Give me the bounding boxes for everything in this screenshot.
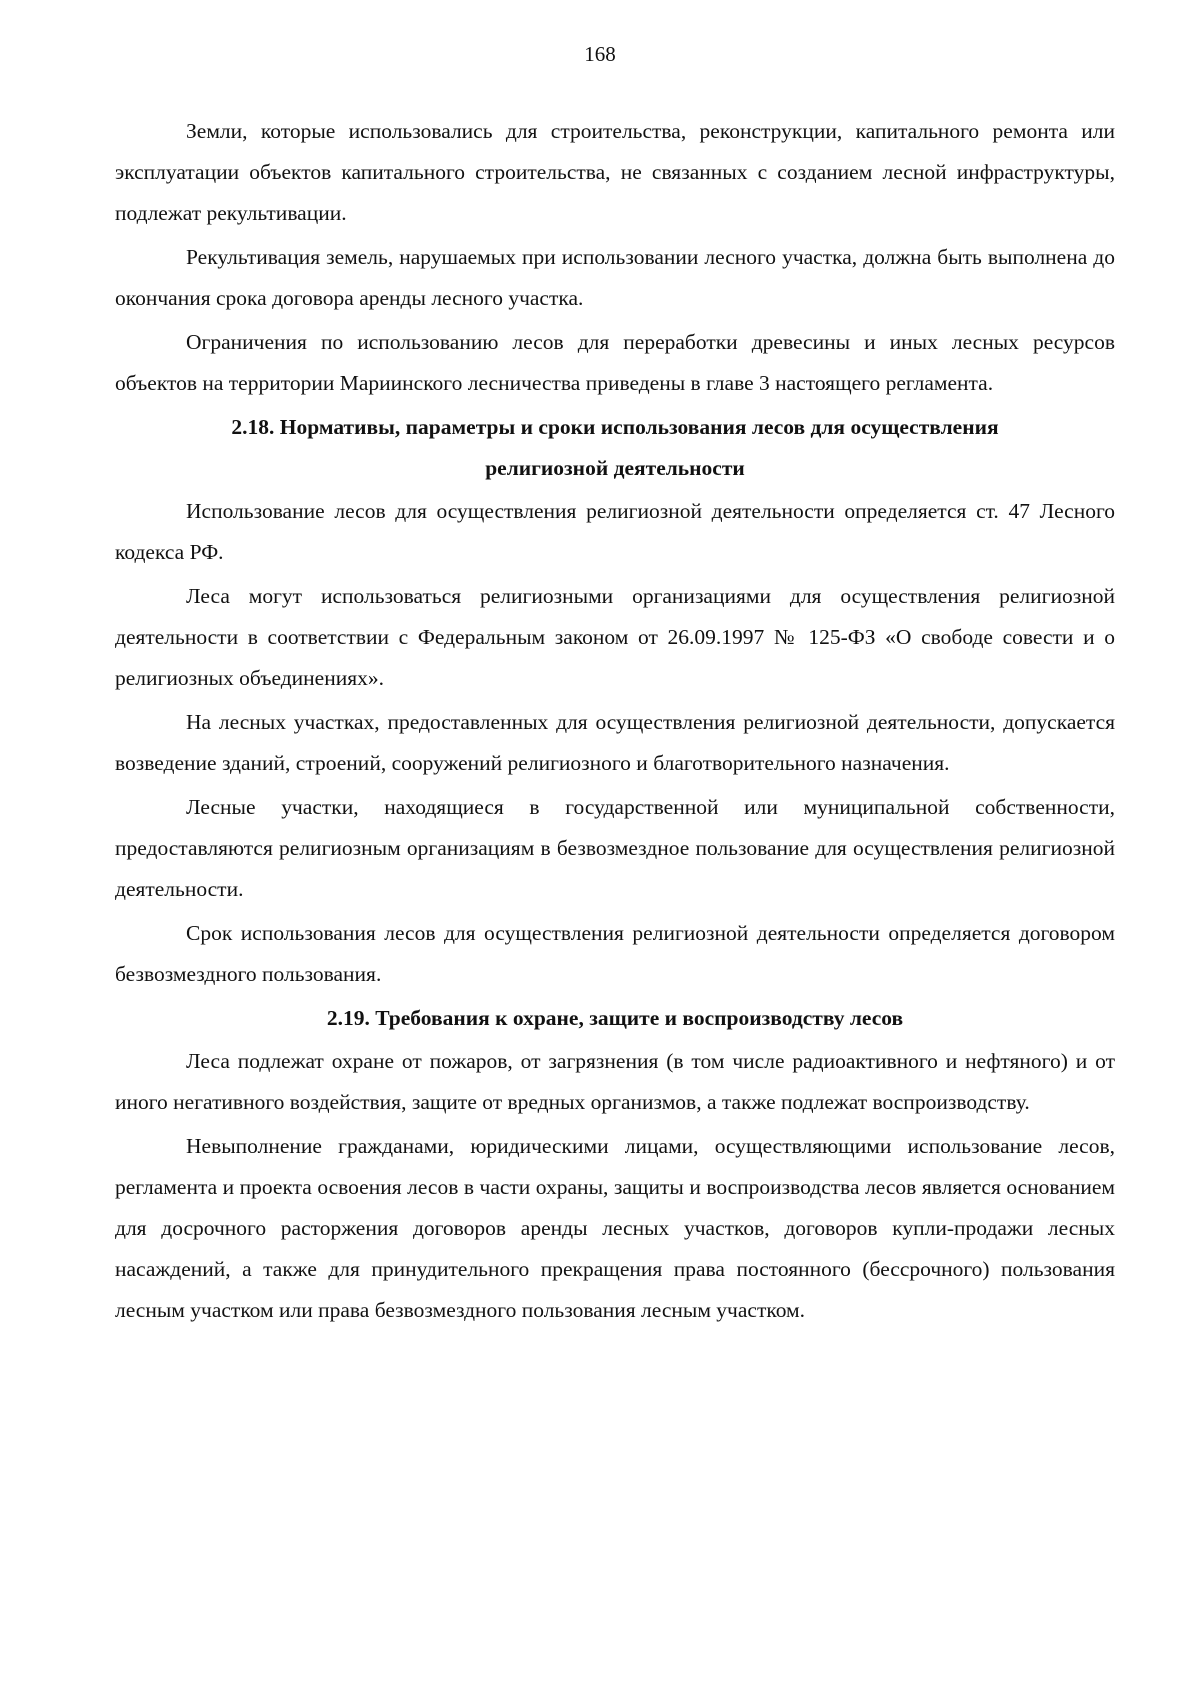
section-heading-2-18-line2: религиозной деятельности [485,456,745,480]
section-heading-2-18-line1: 2.18. Нормативы, параметры и сроки использования лесов для осуществления [231,415,999,439]
page-number: 168 [584,42,616,66]
paragraph-forest-protection: Леса подлежат охране от пожаров, от загрязнения (в том числе радиоактивного и нефтяного) и от иного негативного воздействия, защите от вредных организмов, а также подлежат воспроизводству. [115,1049,1115,1114]
paragraph-religious-use-basis: Использование лесов для осуществления религиозной деятельности определяется ст. 47 Лесного кодекса РФ. [115,499,1115,564]
paragraph-processing-restrictions: Ограничения по использованию лесов для переработки древесины и иных лесных ресурсов объектов на территории Мариинского лесничества приведены в главе 3 настоящего регламента. [115,330,1115,395]
paragraph-use-term: Срок использования лесов для осуществления религиозной деятельности определяется договором безвозмездного пользования. [115,921,1115,986]
paragraph-religious-organizations: Леса могут использоваться религиозными организациями для осуществления религиозной деятельности в соответствии с Федеральным законом от 26.09.1997 № 125-ФЗ «О свободе совести и о религиозных объединениях». [115,584,1115,690]
document-body [115,111,1115,1334]
section-heading-2-18 [115,407,1115,489]
paragraph-land-recultivation: Земли, которые использовались для строительства, реконструкции, капитального ремонта или эксплуатации объектов капитального строительства, не связанных с созданием лесной инфраструктуры, подлежат рекультивации. [115,119,1115,225]
paragraph-recultivation-deadline: Рекультивация земель, нарушаемых при использовании лесного участка, должна быть выполнена до окончания срока договора аренды лесного участка. [115,245,1115,310]
paragraph-religious-buildings: На лесных участках, предоставленных для осуществления религиозной деятельности, допускается возведение зданий, строений, сооружений религиозного и благотворительного назначения. [115,710,1115,775]
paragraph-free-use-plots: Лесные участки, находящиеся в государственной или муниципальной собственности, предоставляются религиозным организациям в безвозмездное пользование для осуществления религиозной деятельности. [115,795,1115,901]
paragraph-noncompliance: Невыполнение гражданами, юридическими лицами, осуществляющими использование лесов, регламента и проекта освоения лесов в части охраны, защиты и воспроизводства лесов является основанием для досрочного расторжения договоров аренды лесных участков, договоров купли-продажи лесных насаждений, а также для принудительного прекращения права постоянного (бессрочного) пользования лесным участком или права безвозмездного пользования лесным участком. [115,1134,1115,1322]
section-heading-2-19: 2.19. Требования к охране, защите и воспроизводству лесов [326,1006,904,1030]
